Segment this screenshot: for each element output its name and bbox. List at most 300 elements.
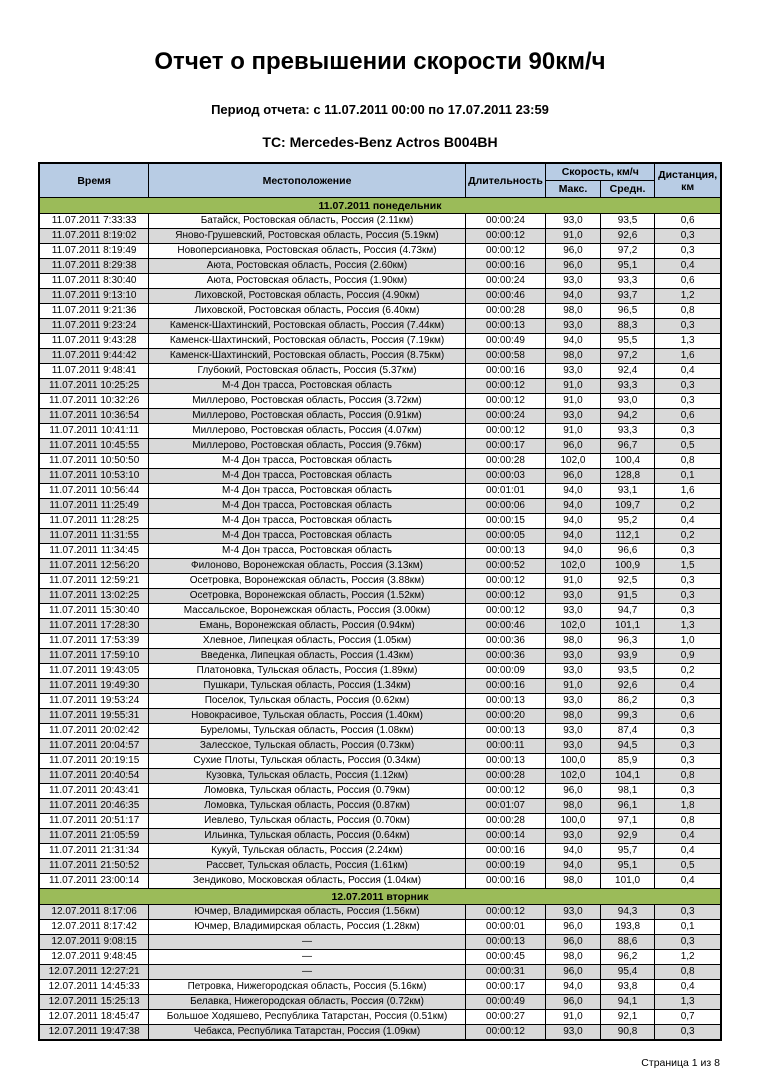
cell-time: 11.07.2011 20:04:57 [39,739,149,754]
cell-speed-max: 93,0 [546,739,601,754]
cell-speed-max: 91,0 [546,424,601,439]
cell-speed-max: 98,0 [546,634,601,649]
cell-distance: 0,3 [655,229,721,244]
table-row [39,274,721,289]
cell-speed-max: 91,0 [546,574,601,589]
cell-location: Яново-Грушевский, Ростовская область, Россия (5.19км) [149,229,465,244]
cell-duration: 00:00:17 [465,439,545,454]
table-row [39,289,721,304]
cell-time: 11.07.2011 9:43:28 [39,334,149,349]
cell-duration: 00:00:28 [465,769,545,784]
cell-speed-avg: 94,3 [600,905,655,920]
cell-speed-avg: 101,1 [600,619,655,634]
cell-duration: 00:00:28 [465,304,545,319]
table-row [39,769,721,784]
cell-distance: 0,4 [655,980,721,995]
cell-location: Аюта, Ростовская область, Россия (2.60км) [149,259,465,274]
cell-time: 11.07.2011 11:28:25 [39,514,149,529]
cell-speed-max: 96,0 [546,469,601,484]
cell-duration: 00:00:14 [465,829,545,844]
cell-location: М-4 Дон трасса, Ростовская область [149,544,465,559]
cell-speed-avg: 128,8 [600,469,655,484]
cell-time: 11.07.2011 8:19:49 [39,244,149,259]
table-row [39,259,721,274]
cell-distance: 0,7 [655,1010,721,1025]
cell-time: 11.07.2011 19:55:31 [39,709,149,724]
table-row [39,439,721,454]
cell-duration: 00:00:28 [465,454,545,469]
cell-location: Платоновка, Тульская область, Россия (1.89км) [149,664,465,679]
table-row [39,559,721,574]
table-row [39,499,721,514]
table-row [39,995,721,1010]
cell-location: Ломовка, Тульская область, Россия (0.87км) [149,799,465,814]
cell-time: 11.07.2011 10:41:11 [39,424,149,439]
table-row [39,814,721,829]
table-row [39,739,721,754]
cell-duration: 00:00:16 [465,364,545,379]
cell-speed-avg: 97,1 [600,814,655,829]
page-number-label: Страница 1 из 8 [641,1056,720,1069]
cell-distance: 0,3 [655,1025,721,1040]
column-header-speed-group: Скорость, км/ч [546,163,655,181]
cell-location: — [149,950,465,965]
table-row [39,634,721,649]
report-period: Период отчета: с 11.07.2011 00:00 по 17.07.2011 23:59 [211,102,549,117]
cell-location: Зендиково, Московская область, Россия (1.04км) [149,874,465,889]
cell-duration: 00:00:13 [465,724,545,739]
cell-location: Большое Ходяшево, Республика Татарстан, Россия (0.51км) [149,1010,465,1025]
table-row [39,874,721,889]
cell-time: 11.07.2011 10:50:50 [39,454,149,469]
cell-location: Лиховской, Ростовская область, Россия (4.90км) [149,289,465,304]
cell-distance: 0,3 [655,694,721,709]
cell-time: 11.07.2011 11:31:55 [39,529,149,544]
page-title: Отчет о превышении скорости 90км/ч [154,48,606,75]
table-row [39,784,721,799]
cell-speed-max: 98,0 [546,304,601,319]
table-row [39,1025,721,1040]
cell-speed-avg: 96,7 [600,439,655,454]
table-row [39,484,721,499]
cell-speed-avg: 97,2 [600,244,655,259]
column-header-location: Местоположение [149,163,465,198]
cell-speed-avg: 95,7 [600,844,655,859]
cell-speed-max: 100,0 [546,754,601,769]
table-row [39,649,721,664]
cell-speed-avg: 193,8 [600,920,655,935]
cell-speed-max: 93,0 [546,724,601,739]
cell-speed-max: 98,0 [546,874,601,889]
cell-time: 11.07.2011 9:23:24 [39,319,149,334]
cell-distance: 0,9 [655,649,721,664]
table-row [39,244,721,259]
cell-speed-avg: 112,1 [600,529,655,544]
column-header-duration: Длительность [465,163,545,198]
cell-distance: 0,4 [655,874,721,889]
cell-duration: 00:00:12 [465,905,545,920]
table-row [39,724,721,739]
cell-distance: 0,3 [655,319,721,334]
cell-location: Ильинка, Тульская область, Россия (0.64км) [149,829,465,844]
cell-time: 11.07.2011 19:49:30 [39,679,149,694]
cell-speed-avg: 93,3 [600,274,655,289]
cell-speed-max: 94,0 [546,334,601,349]
cell-time: 11.07.2011 10:53:10 [39,469,149,484]
cell-speed-avg: 93,3 [600,379,655,394]
cell-speed-max: 94,0 [546,980,601,995]
cell-speed-max: 96,0 [546,439,601,454]
cell-speed-max: 102,0 [546,769,601,784]
cell-speed-max: 93,0 [546,664,601,679]
table-row [39,965,721,980]
cell-speed-avg: 94,2 [600,409,655,424]
cell-speed-avg: 88,3 [600,319,655,334]
table-row [39,454,721,469]
cell-speed-max: 94,0 [546,544,601,559]
cell-duration: 00:00:09 [465,664,545,679]
cell-distance: 0,8 [655,769,721,784]
cell-speed-avg: 95,1 [600,859,655,874]
cell-location: Массальское, Воронежская область, Россия (3.00км) [149,604,465,619]
cell-location: — [149,935,465,950]
cell-speed-avg: 92,5 [600,574,655,589]
cell-time: 11.07.2011 12:56:20 [39,559,149,574]
cell-location: Пушкари, Тульская область, Россия (1.34км) [149,679,465,694]
cell-location: Новоперсиановка, Ростовская область, Россия (4.73км) [149,244,465,259]
cell-time: 11.07.2011 20:02:42 [39,724,149,739]
table-row [39,619,721,634]
table-row [39,214,721,229]
cell-speed-max: 91,0 [546,1010,601,1025]
cell-distance: 1,2 [655,950,721,965]
cell-speed-avg: 96,5 [600,304,655,319]
cell-speed-avg: 88,6 [600,935,655,950]
cell-speed-max: 96,0 [546,244,601,259]
cell-time: 11.07.2011 12:59:21 [39,574,149,589]
table-row [39,980,721,995]
cell-duration: 00:00:24 [465,409,545,424]
table-row [39,950,721,965]
table-row [39,379,721,394]
cell-time: 11.07.2011 17:28:30 [39,619,149,634]
cell-speed-max: 94,0 [546,529,601,544]
cell-distance: 0,4 [655,514,721,529]
cell-duration: 00:00:16 [465,679,545,694]
cell-time: 12.07.2011 15:25:13 [39,995,149,1010]
table-row [39,304,721,319]
cell-distance: 0,3 [655,244,721,259]
cell-duration: 00:00:20 [465,709,545,724]
cell-location: Сухие Плоты, Тульская область, Россия (0.34км) [149,754,465,769]
cell-distance: 1,3 [655,619,721,634]
table-row [39,319,721,334]
cell-time: 11.07.2011 19:53:24 [39,694,149,709]
cell-duration: 00:00:12 [465,244,545,259]
cell-speed-avg: 100,9 [600,559,655,574]
day-section-row [39,198,721,214]
cell-time: 11.07.2011 23:00:14 [39,874,149,889]
cell-duration: 00:00:12 [465,1025,545,1040]
cell-speed-max: 98,0 [546,799,601,814]
cell-location: Буреломы, Тульская область, Россия (1.08км) [149,724,465,739]
cell-location: М-4 Дон трасса, Ростовская область [149,469,465,484]
cell-distance: 0,3 [655,754,721,769]
cell-time: 11.07.2011 10:36:54 [39,409,149,424]
cell-location: Иевлево, Тульская область, Россия (0.70км) [149,814,465,829]
cell-speed-max: 94,0 [546,499,601,514]
cell-duration: 00:00:28 [465,814,545,829]
cell-duration: 00:00:36 [465,649,545,664]
table-row [39,844,721,859]
cell-distance: 1,2 [655,289,721,304]
cell-location: Миллерово, Ростовская область, Россия (3.72км) [149,394,465,409]
cell-time: 12.07.2011 12:27:21 [39,965,149,980]
cell-location: Ломовка, Тульская область, Россия (0.79км) [149,784,465,799]
cell-speed-max: 91,0 [546,394,601,409]
cell-speed-max: 91,0 [546,679,601,694]
cell-duration: 00:00:12 [465,229,545,244]
cell-time: 12.07.2011 9:48:45 [39,950,149,965]
cell-location: Осетровка, Воронежская область, Россия (3.88км) [149,574,465,589]
cell-duration: 00:00:03 [465,469,545,484]
cell-location: Ючмер, Владимирская область, Россия (1.28км) [149,920,465,935]
cell-speed-avg: 99,3 [600,709,655,724]
cell-location: Чебакса, Республика Татарстан, Россия (1.09км) [149,1025,465,1040]
cell-speed-max: 98,0 [546,950,601,965]
cell-duration: 00:00:11 [465,739,545,754]
cell-speed-avg: 92,1 [600,1010,655,1025]
cell-location: Петровка, Нижегородская область, Россия (5.16км) [149,980,465,995]
cell-speed-avg: 93,8 [600,980,655,995]
cell-distance: 1,0 [655,634,721,649]
cell-duration: 00:00:17 [465,980,545,995]
cell-duration: 00:00:52 [465,559,545,574]
cell-duration: 00:00:12 [465,589,545,604]
cell-location: Каменск-Шахтинский, Ростовская область, Россия (7.44км) [149,319,465,334]
cell-location: М-4 Дон трасса, Ростовская область [149,379,465,394]
cell-distance: 0,3 [655,724,721,739]
cell-location: Филоново, Воронежская область, Россия (3.13км) [149,559,465,574]
cell-speed-avg: 93,7 [600,289,655,304]
cell-speed-avg: 90,8 [600,1025,655,1040]
cell-duration: 00:00:06 [465,499,545,514]
cell-distance: 0,3 [655,544,721,559]
table-row [39,334,721,349]
cell-time: 12.07.2011 8:17:06 [39,905,149,920]
cell-speed-avg: 93,0 [600,394,655,409]
cell-distance: 0,3 [655,739,721,754]
table-row [39,349,721,364]
cell-distance: 0,3 [655,905,721,920]
day-section-row [39,889,721,905]
cell-speed-avg: 91,5 [600,589,655,604]
cell-speed-avg: 96,2 [600,950,655,965]
day-section-label: 11.07.2011 понедельник [39,198,721,214]
cell-location: Миллерово, Ростовская область, Россия (9.76км) [149,439,465,454]
cell-time: 11.07.2011 10:25:25 [39,379,149,394]
cell-duration: 00:00:24 [465,274,545,289]
cell-speed-avg: 109,7 [600,499,655,514]
cell-speed-max: 93,0 [546,274,601,289]
cell-speed-avg: 96,3 [600,634,655,649]
cell-duration: 00:00:16 [465,259,545,274]
cell-speed-avg: 92,6 [600,679,655,694]
cell-distance: 0,3 [655,935,721,950]
cell-duration: 00:01:01 [465,484,545,499]
cell-time: 11.07.2011 20:43:41 [39,784,149,799]
cell-speed-max: 91,0 [546,379,601,394]
cell-speed-avg: 96,6 [600,544,655,559]
cell-speed-avg: 93,5 [600,664,655,679]
cell-duration: 00:00:12 [465,379,545,394]
cell-speed-max: 93,0 [546,604,601,619]
cell-location: Батайск, Ростовская область, Россия (2.11км) [149,214,465,229]
cell-speed-max: 93,0 [546,214,601,229]
cell-time: 12.07.2011 9:08:15 [39,935,149,950]
cell-location: Залесское, Тульская область, Россия (0.73км) [149,739,465,754]
cell-distance: 0,8 [655,454,721,469]
cell-speed-avg: 92,9 [600,829,655,844]
table-row [39,544,721,559]
cell-time: 12.07.2011 8:17:42 [39,920,149,935]
cell-time: 11.07.2011 17:53:39 [39,634,149,649]
cell-speed-max: 93,0 [546,829,601,844]
cell-duration: 00:00:58 [465,349,545,364]
cell-duration: 00:00:15 [465,514,545,529]
cell-speed-avg: 101,0 [600,874,655,889]
table-row [39,905,721,920]
cell-time: 11.07.2011 11:25:49 [39,499,149,514]
cell-location: Поселок, Тульская область, Россия (0.62км) [149,694,465,709]
cell-distance: 0,6 [655,214,721,229]
cell-distance: 1,8 [655,799,721,814]
table-row [39,529,721,544]
cell-speed-max: 96,0 [546,784,601,799]
table-row [39,935,721,950]
cell-duration: 00:00:12 [465,424,545,439]
cell-speed-avg: 94,1 [600,995,655,1010]
cell-location: Кукуй, Тульская область, Россия (2.24км) [149,844,465,859]
table-row [39,754,721,769]
cell-duration: 00:00:13 [465,754,545,769]
cell-location: Емань, Воронежская область, Россия (0.94км) [149,619,465,634]
cell-duration: 00:00:49 [465,334,545,349]
cell-speed-max: 96,0 [546,935,601,950]
cell-time: 11.07.2011 10:32:26 [39,394,149,409]
table-row [39,514,721,529]
speeding-report-table [38,162,722,1041]
cell-speed-avg: 92,4 [600,364,655,379]
cell-duration: 00:00:45 [465,950,545,965]
cell-distance: 0,4 [655,844,721,859]
table-row [39,1010,721,1025]
cell-distance: 0,3 [655,574,721,589]
cell-location: М-4 Дон трасса, Ростовская область [149,454,465,469]
cell-time: 11.07.2011 21:05:59 [39,829,149,844]
cell-time: 12.07.2011 14:45:33 [39,980,149,995]
cell-speed-max: 96,0 [546,995,601,1010]
cell-location: Миллерово, Ростовская область, Россия (4.07км) [149,424,465,439]
cell-speed-max: 94,0 [546,844,601,859]
cell-time: 11.07.2011 19:43:05 [39,664,149,679]
cell-time: 11.07.2011 20:51:17 [39,814,149,829]
cell-location: Лиховской, Ростовская область, Россия (6.40км) [149,304,465,319]
cell-duration: 00:00:19 [465,859,545,874]
cell-speed-avg: 93,9 [600,649,655,664]
cell-duration: 00:00:27 [465,1010,545,1025]
cell-time: 11.07.2011 20:46:35 [39,799,149,814]
cell-distance: 1,6 [655,484,721,499]
table-row [39,694,721,709]
cell-location: Новокрасивое, Тульская область, Россия (1.40км) [149,709,465,724]
cell-location: Ючмер, Владимирская область, Россия (1.56км) [149,905,465,920]
table-row [39,859,721,874]
cell-distance: 0,2 [655,664,721,679]
cell-speed-avg: 85,9 [600,754,655,769]
cell-speed-avg: 95,2 [600,514,655,529]
cell-speed-max: 93,0 [546,694,601,709]
cell-speed-max: 93,0 [546,364,601,379]
cell-time: 11.07.2011 20:40:54 [39,769,149,784]
cell-time: 11.07.2011 9:44:42 [39,349,149,364]
cell-distance: 0,1 [655,469,721,484]
cell-distance: 0,3 [655,424,721,439]
cell-distance: 0,2 [655,529,721,544]
day-section-label: 12.07.2011 вторник [39,889,721,905]
cell-speed-max: 98,0 [546,349,601,364]
cell-location: Миллерово, Ростовская область, Россия (0.91км) [149,409,465,424]
table-row [39,574,721,589]
cell-distance: 0,4 [655,364,721,379]
cell-speed-avg: 94,5 [600,739,655,754]
cell-speed-avg: 86,2 [600,694,655,709]
cell-time: 11.07.2011 7:33:33 [39,214,149,229]
cell-speed-max: 102,0 [546,619,601,634]
cell-speed-max: 91,0 [546,229,601,244]
cell-distance: 1,3 [655,995,721,1010]
column-header-distance: Дистанция, км [655,163,721,198]
cell-distance: 0,6 [655,409,721,424]
cell-speed-max: 93,0 [546,1025,601,1040]
cell-speed-avg: 95,1 [600,259,655,274]
cell-location: Осетровка, Воронежская область, Россия (1.52км) [149,589,465,604]
table-row [39,229,721,244]
cell-speed-avg: 92,6 [600,229,655,244]
cell-speed-max: 96,0 [546,259,601,274]
table-row [39,409,721,424]
cell-distance: 0,4 [655,679,721,694]
cell-speed-max: 94,0 [546,859,601,874]
cell-time: 11.07.2011 20:19:15 [39,754,149,769]
table-row [39,920,721,935]
cell-speed-max: 93,0 [546,589,601,604]
cell-location: М-4 Дон трасса, Ростовская область [149,514,465,529]
cell-location: Хлевное, Липецкая область, Россия (1.05км) [149,634,465,649]
cell-speed-avg: 96,1 [600,799,655,814]
cell-duration: 00:00:31 [465,965,545,980]
cell-speed-avg: 97,2 [600,349,655,364]
cell-duration: 00:00:46 [465,619,545,634]
cell-location: Каменск-Шахтинский, Ростовская область, Россия (7.19км) [149,334,465,349]
table-row [39,604,721,619]
report-table-body [39,198,721,1040]
cell-time: 12.07.2011 18:45:47 [39,1010,149,1025]
cell-time: 11.07.2011 8:29:38 [39,259,149,274]
cell-location: Глубокий, Ростовская область, Россия (5.37км) [149,364,465,379]
cell-location: — [149,965,465,980]
cell-duration: 00:00:13 [465,935,545,950]
